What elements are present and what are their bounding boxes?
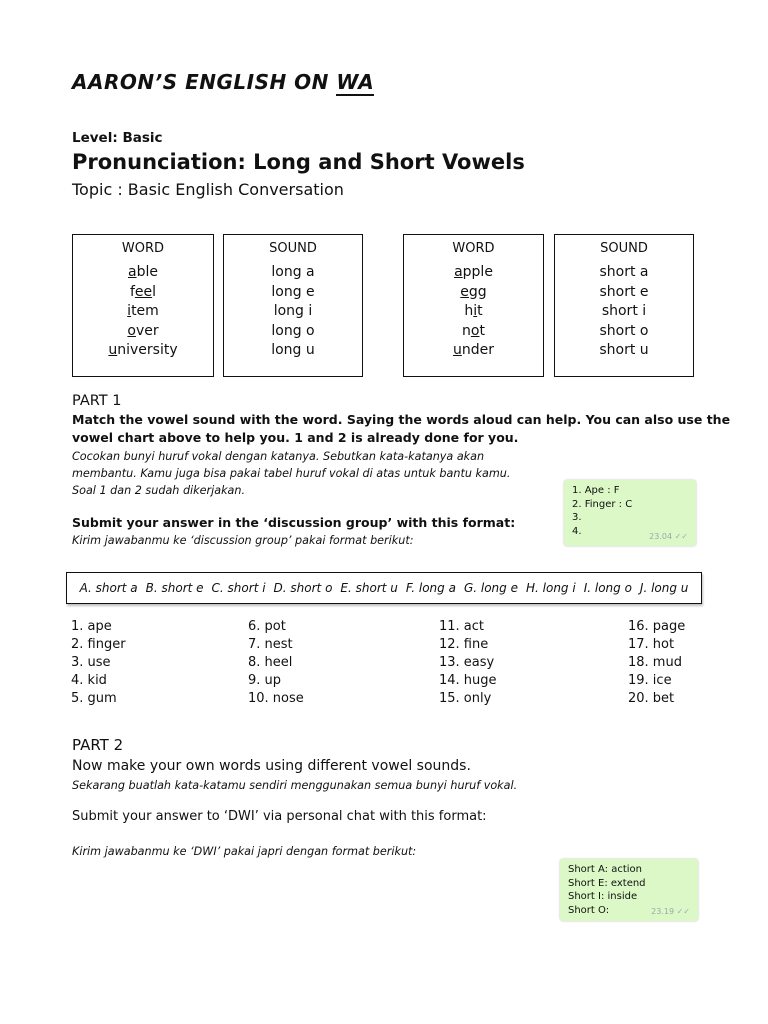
short-word-header: WORD — [452, 241, 495, 256]
question-item: 7. nest — [248, 637, 293, 652]
answer-option: I. long o — [583, 581, 632, 595]
question-item: 14. huge — [439, 673, 497, 688]
answer-option: B. short e — [145, 581, 204, 595]
question-item: 3. use — [71, 655, 111, 670]
bubble-line: Short A: action — [568, 864, 643, 875]
answer-option: F. long a — [405, 581, 456, 595]
long-word-box — [72, 234, 214, 377]
part1-heading: PART 1 — [72, 393, 122, 409]
question-item: 13. easy — [439, 655, 495, 670]
vowel-sound: short o — [599, 322, 649, 339]
vowel-word: feel — [129, 283, 157, 300]
long-word-list — [73, 263, 213, 361]
answer-option: E. short u — [340, 581, 398, 595]
vowel-sound: long o — [271, 322, 315, 339]
question-column-1 — [71, 618, 126, 708]
part1-submit: Submit your answer in the ‘discussion group’ with this format: — [72, 515, 516, 530]
bubble-line: 1. Ape : F — [572, 485, 620, 496]
double-check-icon: ✓✓ — [674, 531, 688, 541]
question-item: 6. pot — [248, 619, 286, 634]
part2-heading: PART 2 — [72, 736, 124, 754]
bubble-line: Short O: — [568, 904, 610, 916]
question-item: 19. ice — [628, 673, 672, 688]
bubble-timestamp: 23.04 ✓✓ — [649, 531, 688, 541]
question-item: 18. mud — [628, 655, 682, 670]
bubble-line: 3. — [572, 512, 582, 523]
vowel-word: over — [127, 322, 159, 339]
part2-indo: Sekarang buatlah kata-katamu sendiri menggunakan semua bunyi huruf vokal. — [72, 779, 518, 792]
vowel-sound: short a — [599, 264, 649, 280]
short-sound-list — [555, 263, 693, 361]
question-item: 11. act — [439, 619, 485, 634]
question-item: 9. up — [248, 673, 282, 688]
brand-wa: WA — [336, 70, 375, 94]
question-column-2 — [248, 618, 304, 708]
vowel-word: university — [108, 342, 178, 358]
question-item: 2. finger — [71, 637, 126, 652]
page-title: Pronunciation: Long and Short Vowels — [72, 150, 525, 174]
vowel-sound: short e — [599, 283, 649, 300]
question-item: 1. ape — [71, 619, 112, 634]
part1-submit-indo: Kirim jawabanmu ke ‘discussion group’ pakai format berikut: — [72, 534, 414, 547]
bubble-line: 2. Finger : C — [572, 498, 633, 510]
vowel-word: item — [127, 303, 159, 319]
vowel-sound: short u — [599, 342, 649, 358]
part1-indo-3: Soal 1 dan 2 sudah dikerjakan. — [72, 484, 246, 497]
answer-option: C. short i — [211, 581, 266, 595]
short-word-list — [404, 263, 543, 361]
vowel-word: hit — [464, 303, 483, 319]
vowel-sound: long e — [271, 283, 315, 300]
vowel-sound: long i — [273, 303, 313, 319]
part1-instruction-2: vowel chart above to help you. 1 and 2 is already done for you. — [72, 430, 519, 445]
vowel-word: able — [128, 264, 158, 280]
question-column-3 — [439, 618, 497, 708]
short-sound-header: SOUND — [600, 241, 648, 256]
vowel-sound: long a — [271, 264, 315, 280]
brand-text: AARON’S ENGLISH ON — [72, 70, 337, 94]
question-item: 20. bet — [628, 691, 675, 706]
question-item: 4. kid — [71, 673, 107, 688]
question-item: 15. only — [439, 691, 492, 706]
answer-option: A. short a — [79, 581, 138, 595]
long-word-header: WORD — [121, 241, 165, 256]
answer-options-box — [66, 572, 702, 604]
part1-chat-bubble — [564, 480, 696, 546]
bubble-line: Short I: inside — [568, 891, 638, 902]
question-item: 10. nose — [248, 691, 304, 706]
part1-indo-2: membantu. Kamu juga bisa pakai tabel huruf vokal di atas untuk bantu kamu. — [72, 467, 511, 480]
part2-chat-bubble — [560, 859, 698, 921]
vowel-sound: long u — [271, 342, 315, 358]
vowel-sound: short i — [601, 303, 647, 319]
part1-indo-1: Cocokan bunyi huruf vokal dengan katanya. Sebutkan kata-katanya akan — [72, 450, 485, 463]
bubble-timestamp: 23.19 ✓✓ — [651, 906, 690, 916]
question-item: 5. gum — [71, 691, 117, 706]
answer-option: J. long u — [639, 581, 689, 595]
answer-option: D. short o — [273, 581, 333, 595]
part2-submit: Submit your answer to ‘DWI’ via personal chat with this format: — [72, 809, 487, 824]
bubble-line: 4. — [572, 525, 582, 537]
part2-instruction: Now make your own words using different vowel sounds. — [72, 758, 471, 774]
level-label: Level: Basic — [72, 130, 163, 146]
part2-submit-indo: Kirim jawabanmu ke ‘DWI’ pakai japri dengan format berikut: — [72, 845, 417, 858]
long-sound-header: SOUND — [269, 241, 317, 256]
question-item: 17. hot — [628, 637, 675, 652]
question-item: 8. heel — [248, 655, 293, 670]
vowel-word: apple — [454, 264, 493, 280]
answer-option: H. long i — [525, 581, 576, 595]
vowel-word: not — [462, 322, 485, 339]
double-check-icon: ✓✓ — [676, 906, 690, 916]
vowel-word: under — [452, 342, 494, 358]
vowel-word: egg — [460, 283, 487, 300]
long-sound-box — [223, 234, 363, 377]
long-sound-list — [224, 263, 362, 361]
bubble-line: Short E: extend — [568, 877, 646, 889]
question-item: 12. fine — [439, 637, 489, 652]
topic-label: Topic : Basic English Conversation — [72, 180, 344, 199]
answer-option: G. long e — [463, 581, 518, 595]
brand-title — [72, 70, 374, 94]
short-word-box — [403, 234, 544, 377]
part1-instruction-1: Match the vowel sound with the word. Saying the words aloud can help. You can also use the — [72, 412, 731, 427]
question-column-4 — [628, 618, 685, 708]
short-sound-box — [554, 234, 694, 377]
question-item: 16. page — [628, 619, 686, 634]
